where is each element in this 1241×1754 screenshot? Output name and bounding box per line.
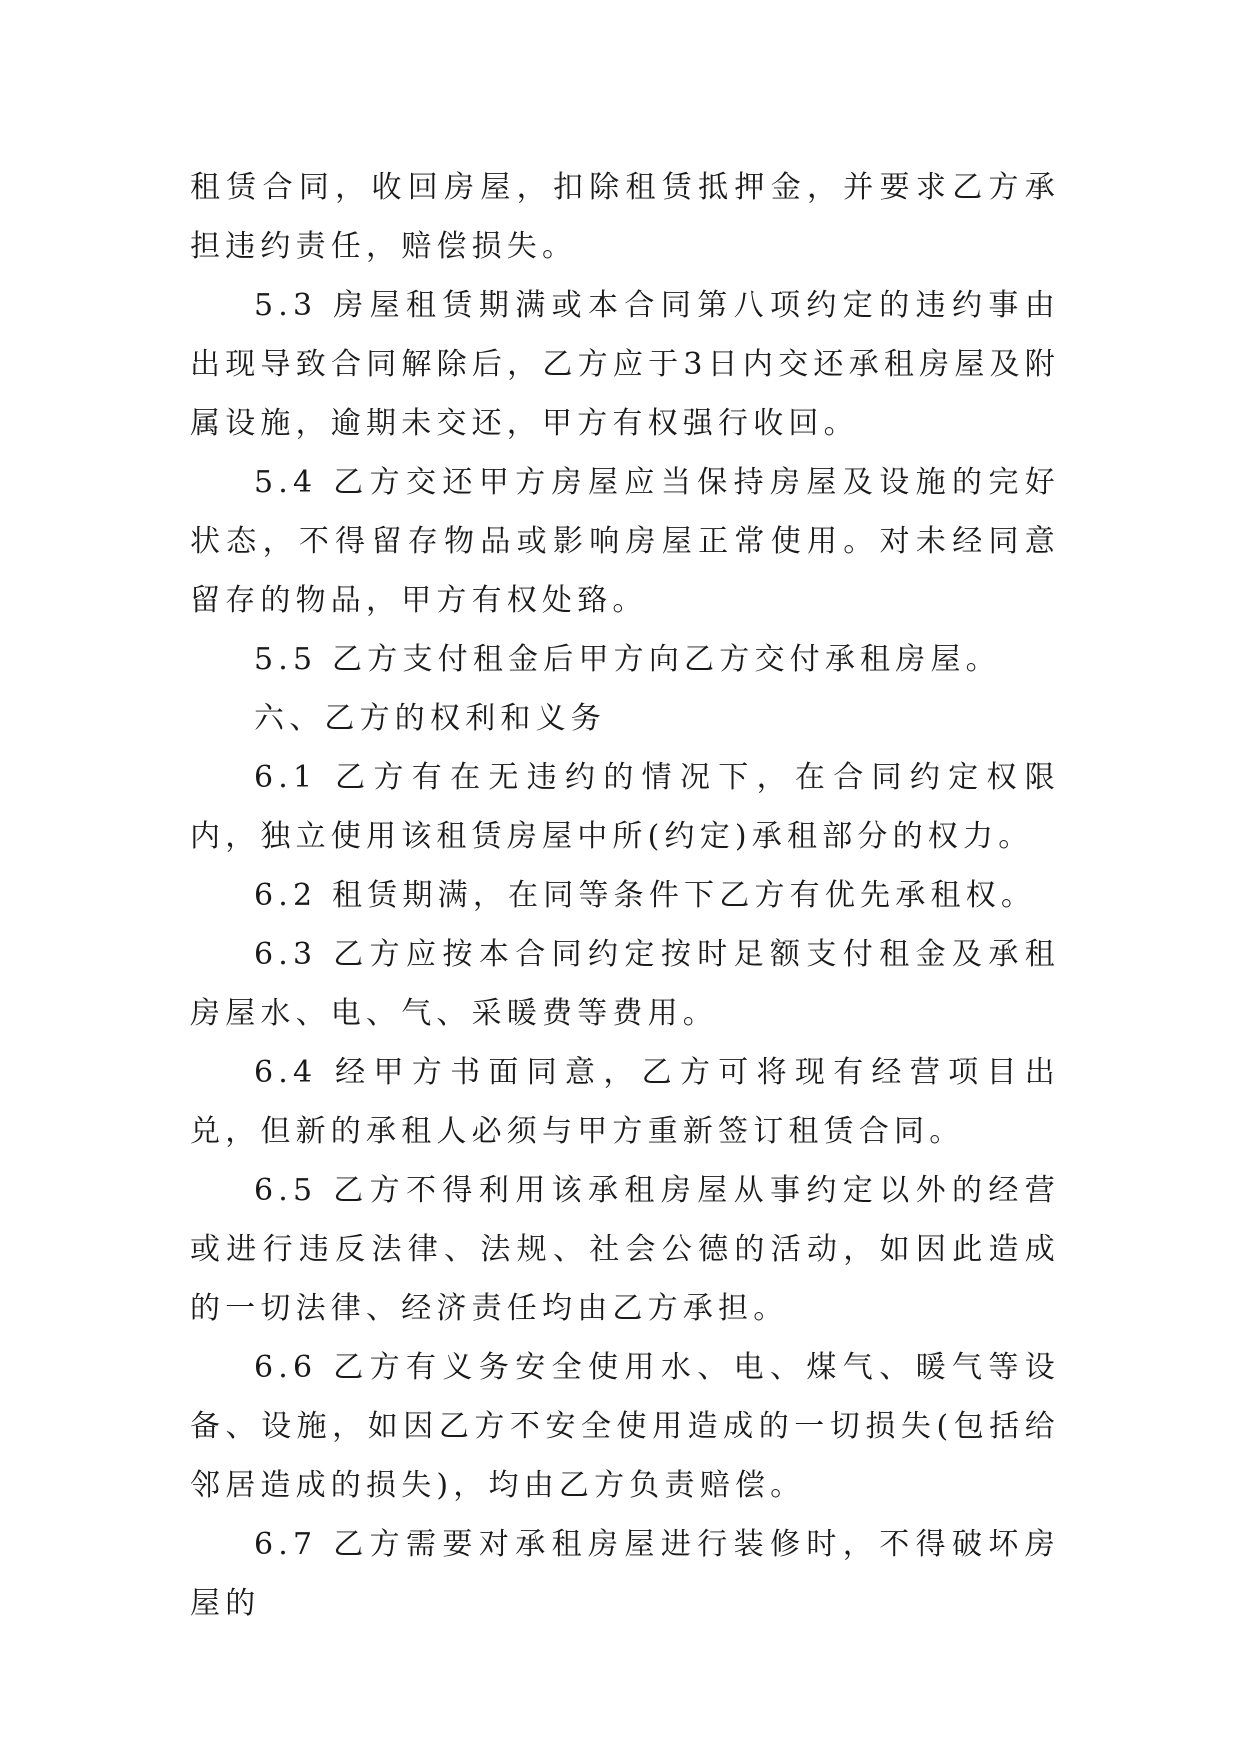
clause-6-5: 6.5 乙方不得利用该承租房屋从事约定以外的经营或进行违反法律、法规、社会公德的活动，如因此造成的一切法律、经济责任均由乙方承担。 — [190, 1173, 1060, 1326]
document-page — [190, 158, 1060, 1633]
clause-6-4: 6.4 经甲方书面同意，乙方可将现有经营项目出兑，但新的承租人必须与甲方重新签订租赁合同。 — [190, 1055, 1060, 1149]
paragraph-continuation: 租赁合同，收回房屋，扣除租赁抵押金，并要求乙方承担违约责任，赔偿损失。 — [190, 170, 1060, 264]
clause-5-3: 5.3 房屋租赁期满或本合同第八项约定的违约事由出现导致合同解除后，乙方应于3日内交还承租房屋及附属设施，逾期未交还，甲方有权强行收回。 — [190, 288, 1060, 441]
section-heading-6: 六、乙方的权利和义务 — [254, 701, 606, 736]
clause-6-7: 6.7 乙方需要对承租房屋进行装修时，不得破坏房屋的 — [190, 1527, 1060, 1621]
clause-6-1: 6.1 乙方有在无违约的情况下，在合同约定权限内，独立使用该租赁房屋中所(约定)承租部分的权力。 — [190, 760, 1060, 854]
clause-6-6: 6.6 乙方有义务安全使用水、电、煤气、暖气等设备、设施，如因乙方不安全使用造成的一切损失(包括给邻居造成的损失)，均由乙方负责赔偿。 — [190, 1350, 1060, 1503]
clause-5-4: 5.4 乙方交还甲方房屋应当保持房屋及设施的完好状态，不得留存物品或影响房屋正常使用。对未经同意留存的物品，甲方有权处臵。 — [190, 465, 1060, 618]
clause-5-5: 5.5 乙方支付租金后甲方向乙方交付承租房屋。 — [254, 642, 1001, 677]
clause-6-3: 6.3 乙方应按本合同约定按时足额支付租金及承租房屋水、电、气、采暖费等费用。 — [190, 937, 1060, 1031]
clause-6-2: 6.2 租赁期满，在同等条件下乙方有优先承租权。 — [254, 878, 1037, 913]
